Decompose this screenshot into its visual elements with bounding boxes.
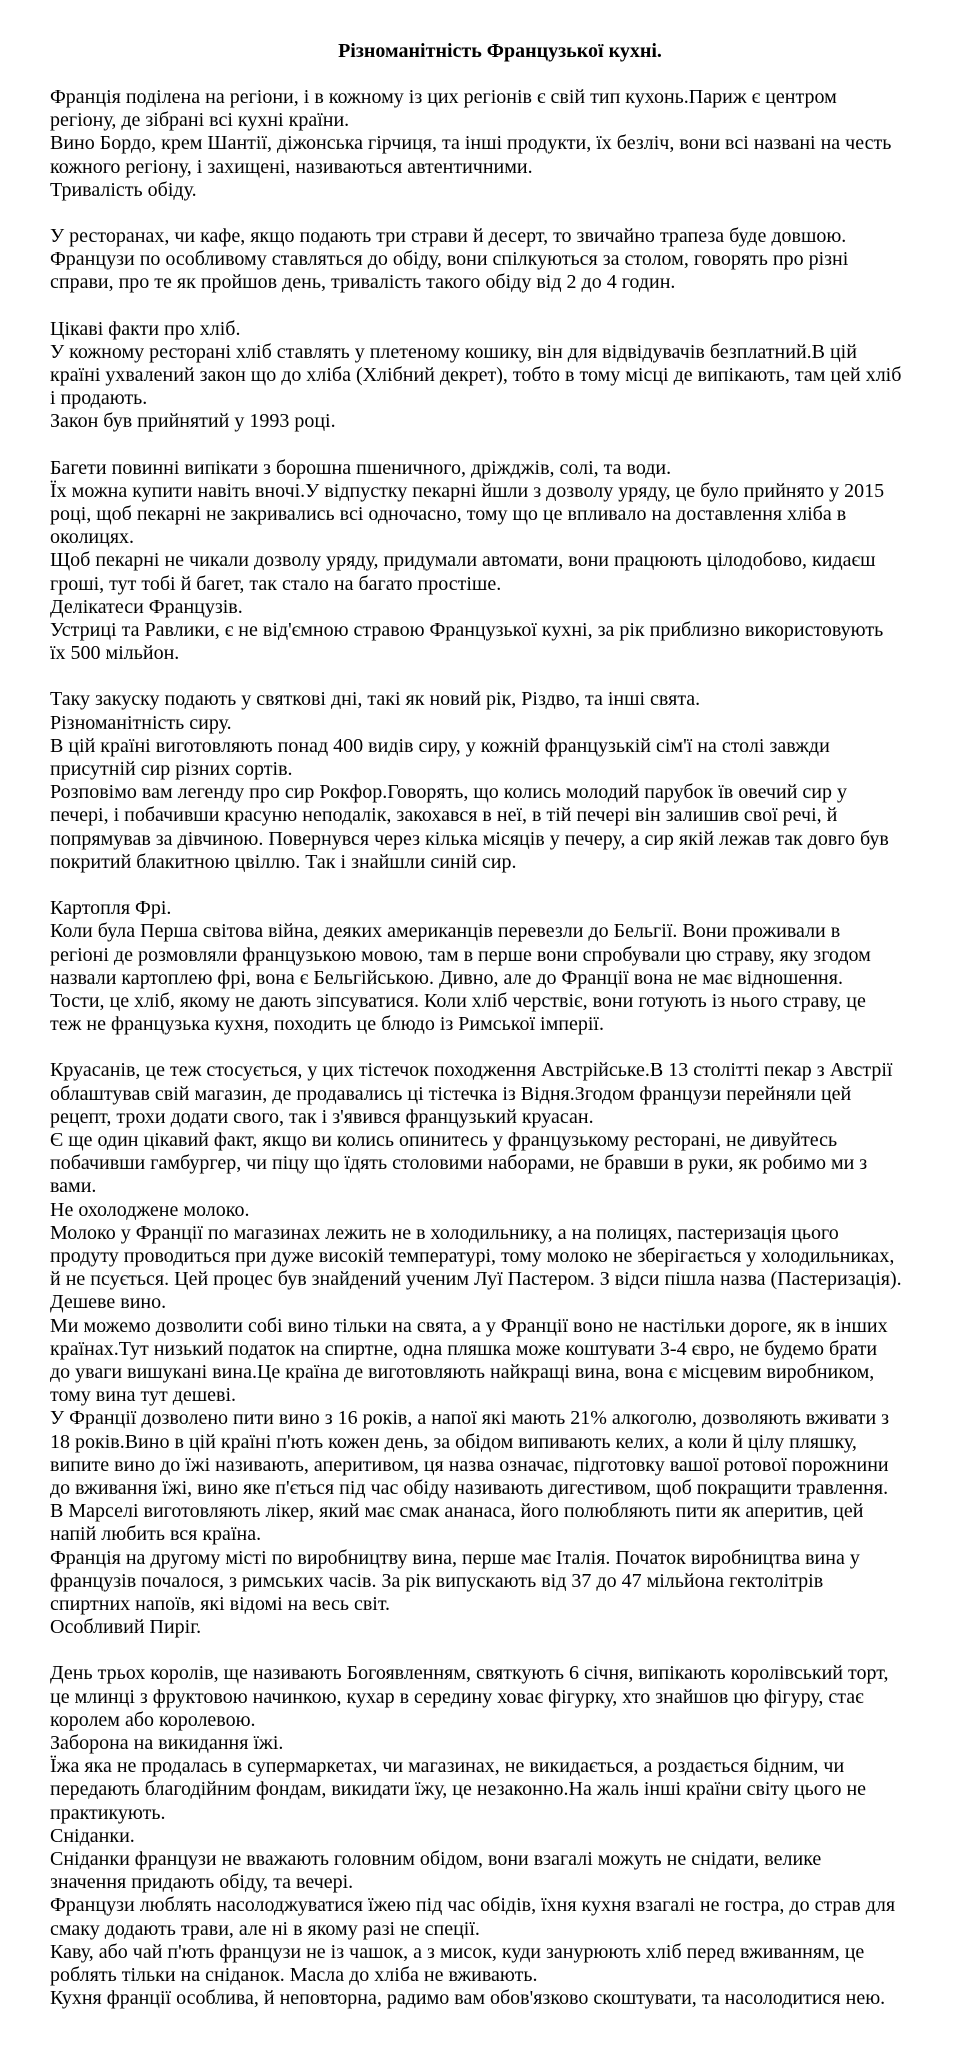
text-line: Каву, або чай п'ють французи не із чашок, а з мисок, куди занурюють хліб перед вживанням, це	[50, 1940, 865, 1963]
text-line: регіону, де зібрані всі кухні країни.	[50, 109, 350, 132]
text-line: роблять тільки на сніданок. Масла до хліба не вживають.	[50, 1964, 538, 1987]
text-line: День трьох королів, ще називають Богоявленням, святкують 6 січня, випікають королівський торт,	[50, 1662, 889, 1685]
text-line: рецепт, трохи додати свого, так і з'явився французький круасан.	[50, 1105, 594, 1128]
paragraph	[50, 897, 950, 1036]
text-line: королем або королевою.	[50, 1708, 256, 1731]
text-line: Багети повинні випікати з борошна пшеничного, дріжджів, солі, та води.	[50, 456, 672, 479]
text-line: Коли була Перша світова війна, деяких американців перевезли до Бельгії. Вони проживали в	[50, 920, 841, 943]
text-line: кожного регіону, і захищені, називаються автентичними.	[50, 155, 533, 178]
text-line: Цікаві факти про хліб.	[50, 317, 241, 340]
text-line: Не охолоджене молоко.	[50, 1198, 250, 1221]
text-line: смаку додають трави, але ні в якому разі не спеції.	[50, 1917, 480, 1940]
text-line: Їх можна купити навіть вночі.У відпустку пекарні йшли з дозволу уряду, це було прийнято у 2015	[50, 479, 885, 502]
text-line: їх 500 мільйон.	[50, 642, 180, 665]
text-line: регіоні де розмовляли французькою мовою, там в перше вони спробували цю страву, яку згодом	[50, 943, 871, 966]
text-line: французів почалося, з римських часів. За рік випускають від 37 до 47 мільйона гектолітрів	[50, 1569, 824, 1592]
text-line: й не псується. Цей процес був знайдений ученим Луї Пастером. З відси пішла назва (Пастеризація).	[50, 1268, 902, 1291]
document-body	[50, 86, 950, 2010]
paragraph	[50, 457, 950, 666]
text-line: В цій країні виготовляють понад 400 видів сиру, у кожній французькій сім'ї на столі завжди	[50, 734, 830, 757]
text-line: значення придають обіду, та вечері.	[50, 1871, 354, 1894]
text-line: Дешеве вино.	[50, 1291, 167, 1314]
text-line: вами.	[50, 1175, 97, 1198]
text-line: печері, і побачивши красуню неподалік, закохався в неї, в тій печері він залишив свої речі, й	[50, 804, 838, 827]
text-line: присутній сир різних сортів.	[50, 758, 293, 781]
text-line: покритий блакитною цвіллю. Так і знайшли синій сир.	[50, 850, 517, 873]
text-line: році, щоб пекарні не закривались всі одночасно, тому що це впливало на доставлення хліба в	[50, 503, 847, 526]
text-line: Розповімо вам легенду про сир Рокфор.Говорять, що колись молодий парубок їв овечий сир у	[50, 781, 848, 804]
text-line: Кухня франції особлива, й неповторна, радимо вам обов'язково скоштувати, та насолодитися нею.	[50, 1987, 886, 2010]
text-line: випите вино до їжі називають, аперитивом, ця назва означає, підготовку вашої ротової порожнини	[50, 1453, 889, 1476]
text-line: продуту проводиться при дуже високій температурі, тому молоко не зберігається у холодильниках,	[50, 1244, 895, 1267]
paragraph	[50, 318, 950, 434]
paragraph	[50, 688, 950, 874]
text-line: Таку закуску подають у святкові дні, такі як новий рік, Різдво, та інші свята.	[50, 688, 701, 711]
text-line: Устриці та Равлики, є не від'ємною стравою Французької кухні, за рік приблизно використовують	[50, 619, 884, 642]
text-line: околицях.	[50, 526, 135, 549]
text-line: 18 років.Вино в цій країні п'ють кожен день, за обідом випивають келих, а коли й цілу пляшку,	[50, 1430, 857, 1453]
text-line: Особливий Пиріг.	[50, 1616, 202, 1639]
text-line: до вживання їжі, вино яке п'ється під час обіду називають дигестивом, щоб покращити травлення.	[50, 1476, 889, 1499]
text-line: Французи люблять насолоджуватися їжею під час обідів, їхня кухня взагалі не гостра, до страв для	[50, 1894, 896, 1917]
text-line: Різноманітність сиру.	[50, 711, 232, 734]
text-line: Делікатеси Французів.	[50, 595, 243, 618]
text-line: Молоко у Франції по магазинах лежить не в холодильнику, а на полицях, пастеризація цього	[50, 1221, 839, 1244]
text-line: Тости, це хліб, якому не дають зіпсуватися. Коли хліб черствіє, вони готують із нього страву, це	[50, 989, 866, 1012]
text-line: Щоб пекарні не чикали дозволу уряду, придумали автомати, вони працюють цілодобово, кидаєш	[50, 549, 876, 572]
text-line: побачивши гамбургер, чи піцу що їдять столовими наборами, не бравши в руки, як робимо ми з	[50, 1152, 868, 1175]
text-line: Їжа яка не продалась в супермаркетах, чи магазинах, не викидається, а роздається бідним, чи	[50, 1755, 845, 1778]
text-line: гроші, тут тобі й багет, так стало на багато простіше.	[50, 572, 502, 595]
paragraph	[50, 1662, 950, 2010]
text-line: Вино Бордо, крем Шантії, діжонська гірчиця, та інші продукти, їх безліч, вони всі названі на честь	[50, 132, 892, 155]
text-line: Закон був прийнятий у 1993 році.	[50, 410, 336, 433]
text-line: попрямував за дівчиною. Повернувся через кілька місяців у печеру, а сир якій лежав так довго був	[50, 827, 889, 850]
text-line: напій любить вся країна.	[50, 1523, 262, 1546]
text-line: країні ухвалений закон що до хліба (Хлібний декрет), тобто в тому місці де випікають, там цей хліб	[50, 364, 902, 387]
text-line: справи, про те як пройшов день, тривалість такого обіду від 2 до 4 годин.	[50, 271, 676, 294]
text-line: У ресторанах, чи кафе, якщо подають три страви й десерт, то звичайно трапеза буде довшою.	[50, 225, 847, 248]
text-line: Франція на другому місті по виробництву вина, перше має Італія. Початок виробництва вина у	[50, 1546, 860, 1569]
text-line: назвали картоплею фрі, вона є Бельгійською. Дивно, але до Франції вона не має відношення.	[50, 966, 843, 989]
text-line: практикують.	[50, 1801, 166, 1824]
text-line: Сніданки.	[50, 1824, 135, 1847]
text-line: спиртних напоїв, які відомі на весь світ.	[50, 1592, 391, 1615]
text-line: Є ще один цікавий факт, якщо ви колись опинитесь у французькому ресторані, не дивуйтесь	[50, 1128, 838, 1151]
text-line: У Франції дозволено пити вино з 16 років, а напої які мають 21% алкоголю, дозволяють вживати з	[50, 1407, 890, 1430]
text-line: і продають.	[50, 387, 148, 410]
text-line: теж не французька кухня, походить це блюдо із Римської імперії.	[50, 1013, 604, 1036]
paragraph	[50, 86, 950, 202]
text-line: У кожному ресторані хліб ставлять у плетеному кошику, він для відвідувачів безплатний.В цій	[50, 340, 857, 363]
text-line: тому вина тут дешеві.	[50, 1384, 237, 1407]
text-line: В Марселі виготовляють лікер, який має смак ананаса, його полюбляють пити як аперитив, цей	[50, 1500, 864, 1523]
text-line: Круасанів, це теж стосується, у цих тістечок походження Австрійське.В 13 столітті пекар з Австрії	[50, 1059, 893, 1082]
text-line: Ми можемо дозволити собі вино тільки на свята, а у Франції воно не настільки дороге, як в інших	[50, 1314, 888, 1337]
text-line: облаштував свій магазин, де продавались ці тістечка із Відня.Згодом французи перейняли цей	[50, 1082, 852, 1105]
text-line: це млинці з фруктовою начинкою, кухар в середину ховає фігурку, хто знайшов цю фігуру, стає	[50, 1685, 864, 1708]
document	[50, 40, 950, 2033]
text-line: Тривалість обіду.	[50, 178, 197, 201]
text-line: передають благодійним фондам, викидати їжу, це незаконно.На жаль інші країни світу цього не	[50, 1778, 867, 1801]
text-line: Сніданки французи не вважають головним обідом, вони взагалі можуть не снідати, велике	[50, 1848, 822, 1871]
text-line: Картопля Фрі.	[50, 897, 172, 920]
paragraph	[50, 1059, 950, 1639]
paragraph	[50, 225, 950, 295]
text-line: до уваги вишукані вина.Це країна де виготовляють найкращі вина, вона є місцевим виробником,	[50, 1360, 875, 1383]
text-line: Франція поділена на регіони, і в кожному із цих регіонів є свій тип кухонь.Париж є центром	[50, 86, 837, 108]
text-line: Французи по особливому ставляться до обіду, вони спілкуються за столом, говорять про різні	[50, 248, 849, 271]
text-line: країнах.Тут низький податок на спиртне, одна пляшка може коштувати 3-4 євро, не будемо брати	[50, 1337, 878, 1360]
text-line: Заборона на викидання їжі.	[50, 1732, 284, 1754]
document-title: Різноманітність Французької кухні.	[338, 40, 662, 62]
